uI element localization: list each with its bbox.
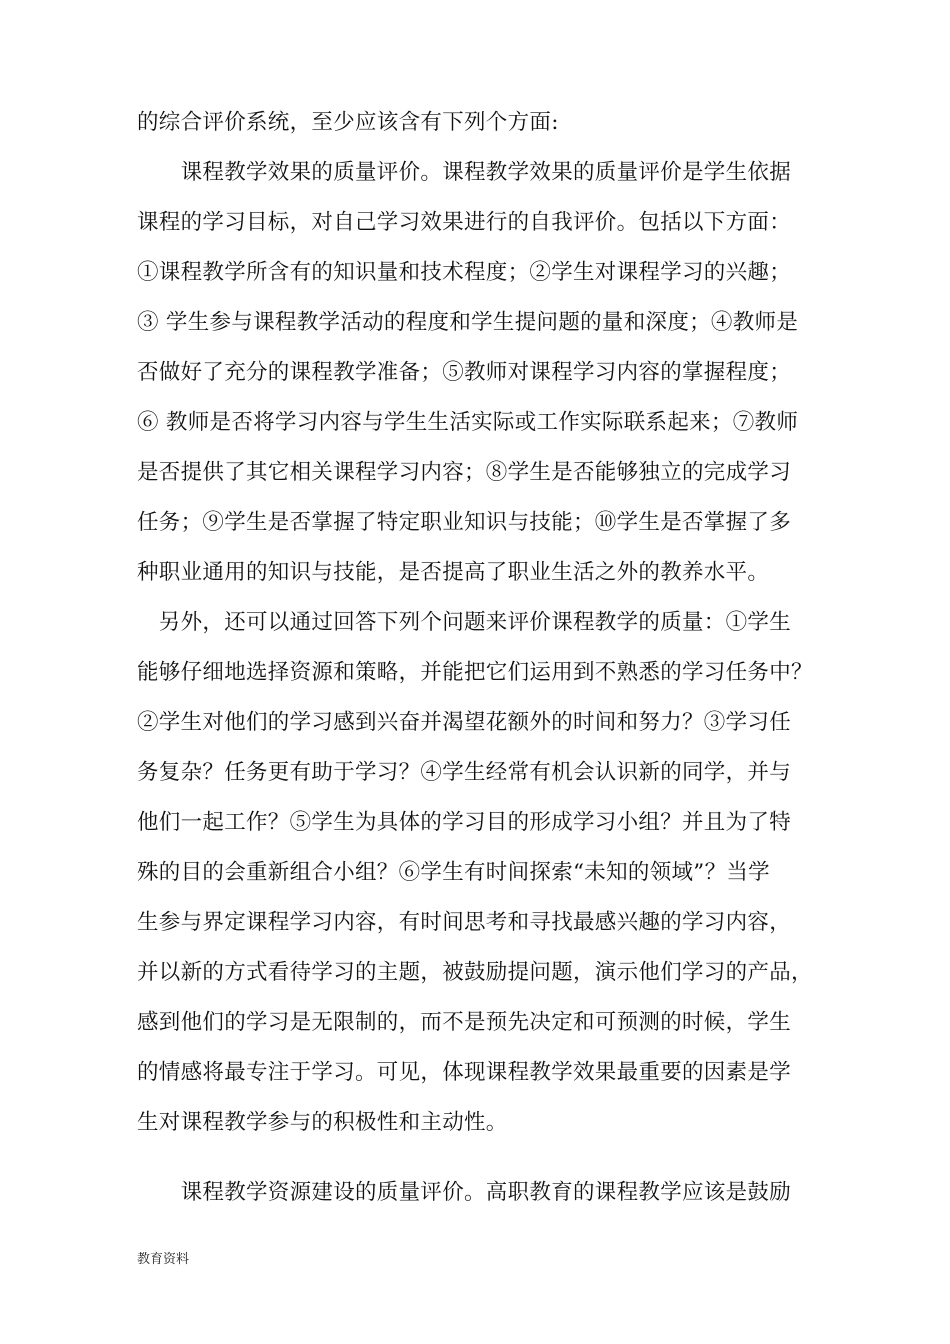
text-line: 并以新的方式看待学习的主题，被鼓励提问题，演示他们学习的产品， xyxy=(137,960,813,985)
text-line: 的情感将最专注于学习。可见，体现课程教学效果最重要的因素是学 xyxy=(137,1060,792,1085)
text-line: 感到他们的学习是无限制的，而不是预先决定和可预测的时候，学生 xyxy=(137,1010,792,1035)
text-line: ⑥ 教师是否将学习内容与学生生活实际或工作实际联系起来；⑦教师 xyxy=(137,410,799,435)
page-footer-label: 教育资料 xyxy=(137,1252,190,1267)
text-line: 否做好了充分的课程教学准备；⑤教师对课程学习内容的掌握程度； xyxy=(137,360,792,385)
text-line: 任务；⑨学生是否掌握了特定职业知识与技能；⑩学生是否掌握了多 xyxy=(137,510,792,535)
text-line: 是否提供了其它相关课程学习内容；⑧学生是否能够独立的完成学习 xyxy=(137,460,792,485)
text-line: 课程教学效果的质量评价。课程教学效果的质量评价是学生依据 xyxy=(137,160,792,185)
text-line: 课程的学习目标，对自己学习效果进行的自我评价。包括以下方面： xyxy=(137,210,792,235)
text-line: 他们一起工作？⑤学生为具体的学习目的形成学习小组？并且为了特 xyxy=(137,810,792,835)
paragraph-2 xyxy=(137,148,827,598)
text-line: 生参与界定课程学习内容，有时间思考和寻找最感兴趣的学习内容， xyxy=(137,910,792,935)
document-body xyxy=(137,98,827,1218)
text-line: ②学生对他们的学习感到兴奋并渴望花额外的时间和努力？③学习任 xyxy=(137,710,792,735)
text-line: 的综合评价系统，至少应该含有下列个方面: xyxy=(137,110,559,135)
paragraph-1 xyxy=(137,98,827,148)
text-line: 能够仔细地选择资源和策略，并能把它们运用到不熟悉的学习任务中？ xyxy=(137,660,813,685)
text-line: 殊的目的会重新组合小组？⑥学生有时间探索“未知的领域”？当学 xyxy=(137,860,770,885)
text-line: ①课程教学所含有的知识量和技术程度；②学生对课程学习的兴趣； xyxy=(137,260,792,285)
paragraph-gap xyxy=(137,1148,827,1168)
text-line: 课程教学资源建设的质量评价。高职教育的课程教学应该是鼓励 xyxy=(137,1180,792,1205)
paragraph-3 xyxy=(137,598,827,1148)
text-line: 生对课程教学参与的积极性和主动性。 xyxy=(137,1110,508,1135)
paragraph-4 xyxy=(137,1168,827,1218)
text-line: 务复杂？任务更有助于学习？④学生经常有机会认识新的同学，并与 xyxy=(137,760,792,785)
text-line: 另外，还可以通过回答下列个问题来评价课程教学的质量：①学生 xyxy=(137,610,792,635)
text-line: 种职业通用的知识与技能，是否提高了职业生活之外的教养水平。 xyxy=(137,560,770,585)
text-line: ③ 学生参与课程教学活动的程度和学生提问题的量和深度；④教师是 xyxy=(137,310,799,335)
